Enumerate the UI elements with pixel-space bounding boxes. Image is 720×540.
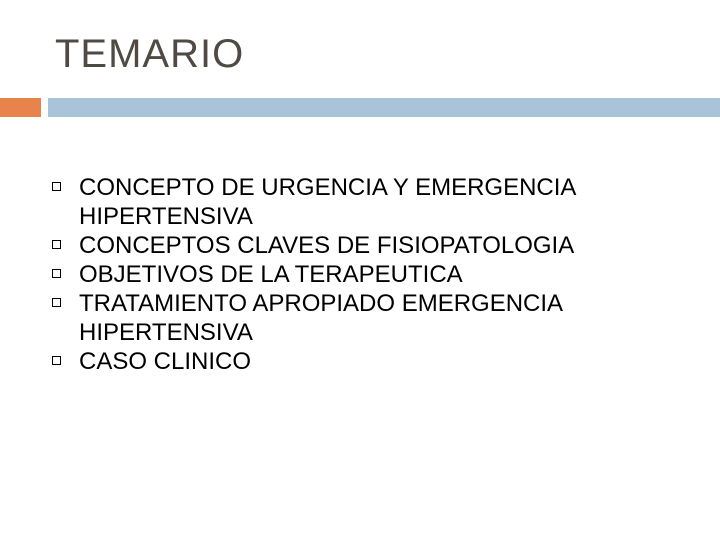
list-item — [52, 260, 712, 289]
list-item — [52, 231, 712, 260]
bullet-list — [52, 173, 712, 376]
square-bullet-icon — [52, 182, 61, 191]
list-item-text: OBJETIVOS DE LA TERAPEUTICA — [79, 261, 463, 288]
slide-title: TEMARIO — [55, 32, 245, 76]
square-bullet-icon — [52, 356, 61, 365]
list-item — [52, 289, 712, 347]
list-item — [52, 347, 712, 376]
accent-bar — [0, 98, 41, 117]
list-item-text: CONCEPTO DE URGENCIA Y EMERGENCIA HIPERTENSIVA — [79, 174, 576, 230]
square-bullet-icon — [52, 298, 61, 307]
list-item-text: TRATAMIENTO APROPIADO EMERGENCIA HIPERTENSIVA — [79, 290, 562, 346]
list-item-text: CONCEPTOS CLAVES DE FISIOPATOLOGIA — [79, 232, 575, 259]
list-item — [52, 173, 712, 231]
list-item-text: CASO CLINICO — [79, 348, 252, 375]
square-bullet-icon — [52, 269, 61, 278]
title-rule-bar — [48, 98, 720, 117]
square-bullet-icon — [52, 240, 61, 249]
